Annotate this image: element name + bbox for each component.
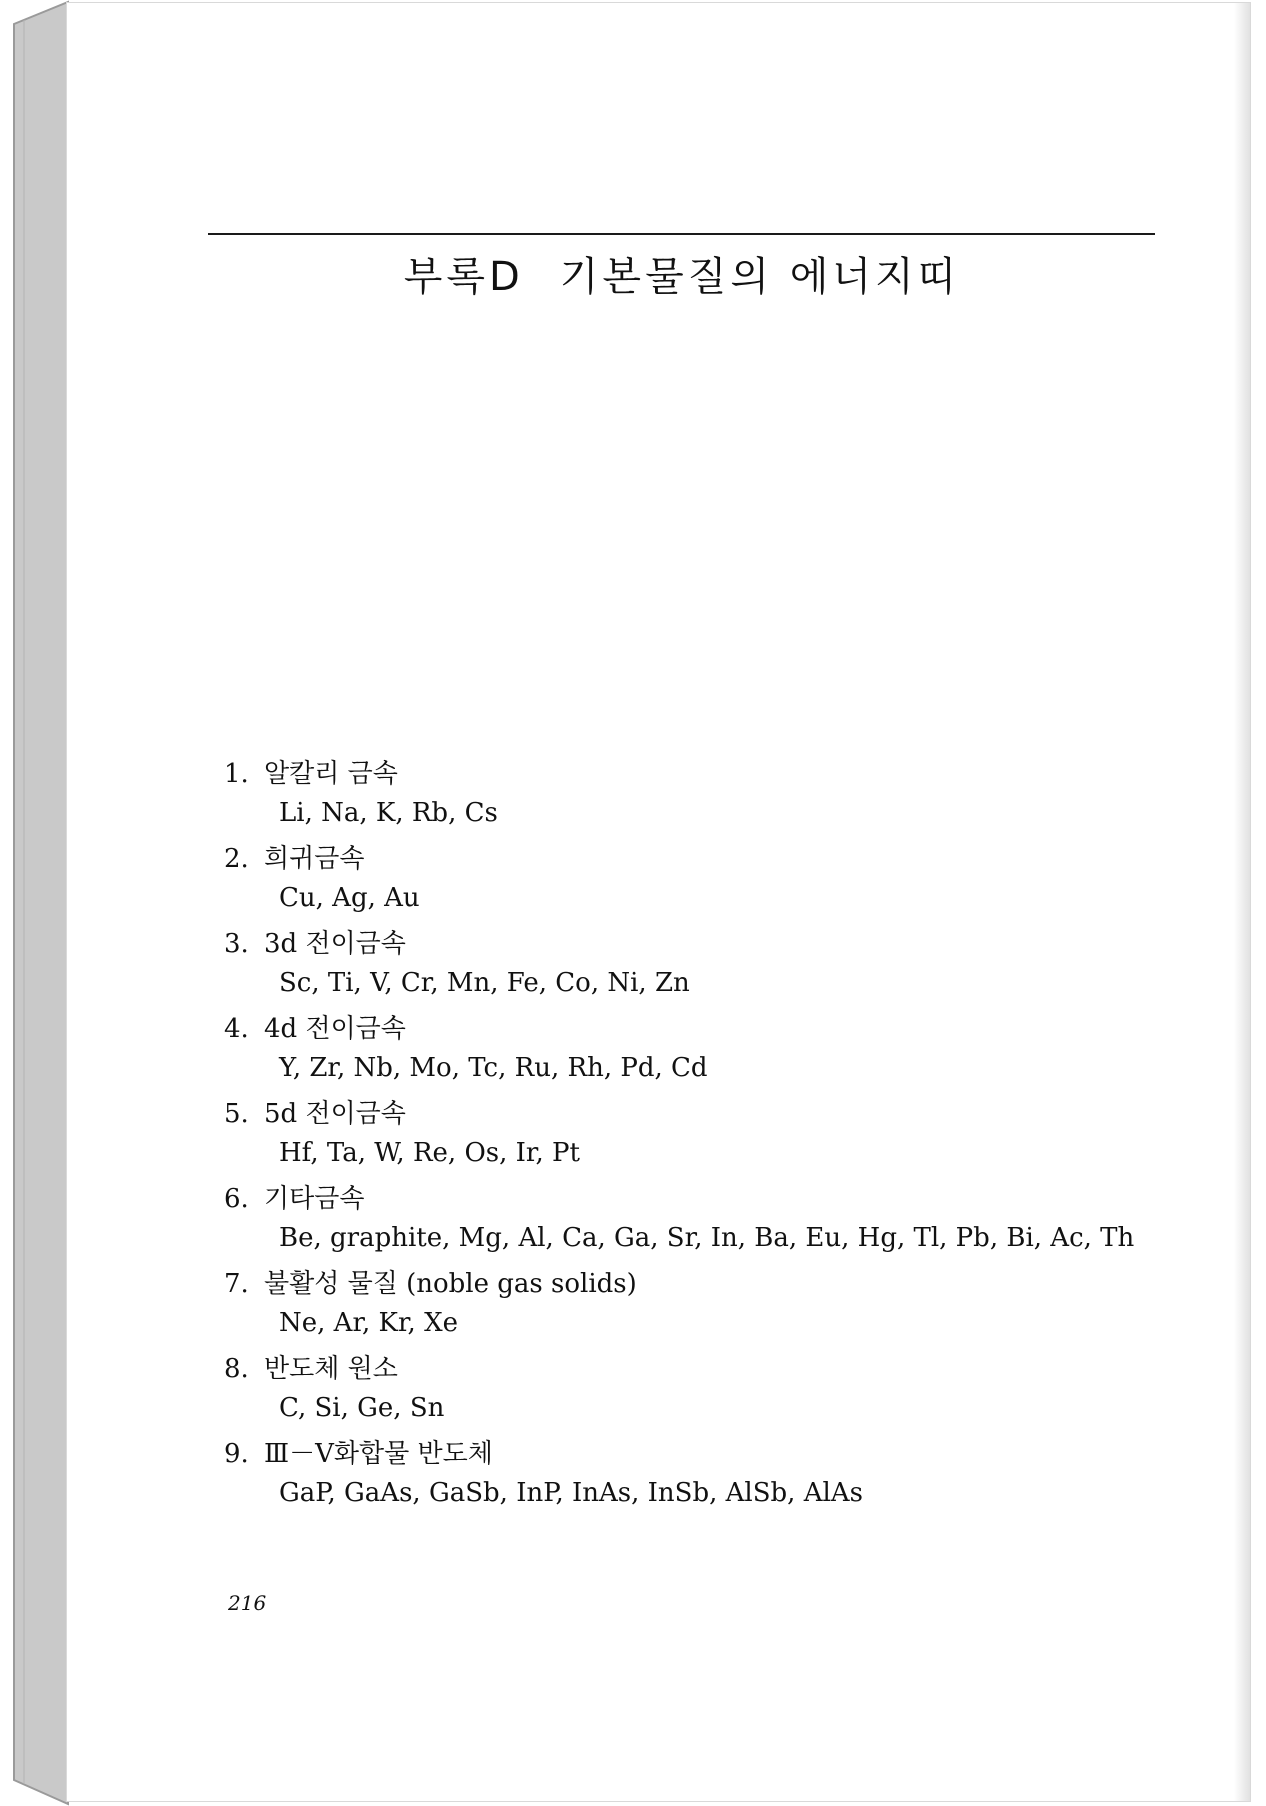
section-title: 5d 전이금속 xyxy=(264,1099,406,1129)
appendix-label: 부록D xyxy=(403,254,524,300)
material-list xyxy=(224,756,1164,1521)
section-title: 반도체 원소 xyxy=(264,1354,398,1384)
section-title: 희귀금속 xyxy=(264,844,365,874)
list-item xyxy=(224,1096,1164,1174)
section-number: 5. xyxy=(224,1099,249,1129)
appendix-title xyxy=(207,245,1157,302)
section-title: 알칼리 금속 xyxy=(264,759,398,789)
section-heading xyxy=(224,1351,1164,1387)
list-item xyxy=(224,841,1164,919)
list-item xyxy=(224,1351,1164,1429)
list-item xyxy=(224,1011,1164,1089)
section-heading xyxy=(224,1266,1164,1302)
section-title: 4d 전이금속 xyxy=(264,1014,406,1044)
section-number: 2. xyxy=(224,844,249,874)
section-heading xyxy=(224,756,1164,792)
section-title: 기타금속 xyxy=(264,1184,365,1214)
list-item xyxy=(224,1266,1164,1344)
section-number: 4. xyxy=(224,1014,249,1044)
section-members: Y, Zr, Nb, Mo, Tc, Ru, Rh, Pd, Cd xyxy=(279,1053,708,1083)
section-members: Be, graphite, Mg, Al, Ca, Ga, Sr, In, Ba, Eu, Hg, Tl, Pb, Bi, Ac, Th xyxy=(279,1223,1135,1253)
list-item xyxy=(224,1436,1164,1514)
section-number: 7. xyxy=(224,1269,249,1299)
page-number: 216 xyxy=(228,1591,267,1615)
section-title: 불활성 물질 (noble gas solids) xyxy=(264,1269,637,1299)
page-edge-shadow xyxy=(1234,3,1250,1801)
appendix-title-text: 기본물질의 에너지띠 xyxy=(559,254,961,300)
section-number: 6. xyxy=(224,1184,249,1214)
title-rule xyxy=(208,233,1155,235)
section-members: Ne, Ar, Kr, Xe xyxy=(279,1308,458,1338)
section-title: Ⅲ－Ⅴ화합물 반도체 xyxy=(264,1439,493,1469)
section-number: 8. xyxy=(224,1354,249,1384)
section-members: Li, Na, K, Rb, Cs xyxy=(279,798,498,828)
section-members: Cu, Ag, Au xyxy=(279,883,420,913)
section-heading xyxy=(224,926,1164,962)
book-page xyxy=(66,2,1251,1802)
section-members: Hf, Ta, W, Re, Os, Ir, Pt xyxy=(279,1138,580,1168)
section-number: 1. xyxy=(224,759,249,789)
section-heading xyxy=(224,1181,1164,1217)
section-heading xyxy=(224,1096,1164,1132)
section-members: Sc, Ti, V, Cr, Mn, Fe, Co, Ni, Zn xyxy=(279,968,690,998)
section-title: 3d 전이금속 xyxy=(264,929,406,959)
list-item xyxy=(224,1181,1164,1259)
section-heading xyxy=(224,841,1164,877)
section-members: GaP, GaAs, GaSb, InP, InAs, InSb, AlSb, AlAs xyxy=(279,1478,863,1508)
section-number: 3. xyxy=(224,929,249,959)
section-number: 9. xyxy=(224,1439,249,1469)
section-heading xyxy=(224,1436,1164,1472)
list-item xyxy=(224,756,1164,834)
section-heading xyxy=(224,1011,1164,1047)
section-members: C, Si, Ge, Sn xyxy=(279,1393,445,1423)
list-item xyxy=(224,926,1164,1004)
